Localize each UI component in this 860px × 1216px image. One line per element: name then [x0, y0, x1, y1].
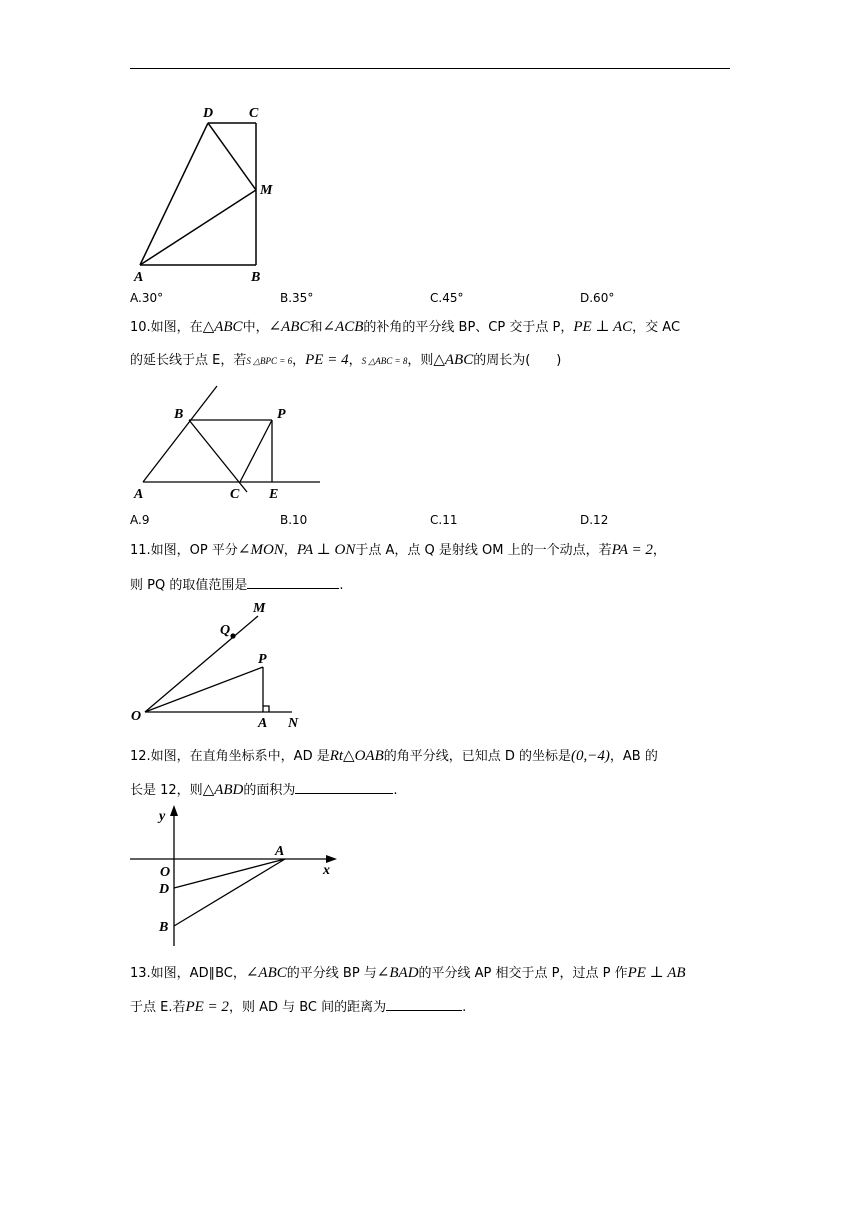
q13-line-1: 13.如图，AD∥BC，∠ABC的平分线 BP 与∠BAD的平分线 AP 相交于点 P，过点 P 作PE ⊥ AB — [130, 965, 686, 981]
triangle-abc-2: △ABC — [433, 352, 474, 368]
figure-q10 — [125, 380, 325, 505]
segment-ad — [174, 859, 285, 888]
segment-ab — [174, 859, 285, 926]
angle-mon: ∠MON — [237, 542, 284, 558]
label-p: P — [277, 407, 286, 422]
q11-line-1: 11.如图，OP 平分∠MON，PA ⊥ ON于点 A，点 Q 是射线 OM 上的一个动点，若PA = 2， — [130, 542, 666, 558]
answer-blank-q11[interactable] — [247, 574, 339, 589]
label-c: C — [230, 487, 240, 502]
q10-option-b: B.10 — [280, 513, 308, 527]
label-y: y — [159, 809, 166, 824]
ray-om — [145, 616, 258, 712]
angle-acb: ∠ACB — [322, 319, 364, 335]
pa-equals-2: PA = 2 — [611, 542, 653, 558]
label-q: Q — [220, 623, 231, 638]
q10-option-c: C.11 — [430, 513, 458, 527]
label-p: P — [258, 652, 267, 667]
figure-q12 — [125, 800, 345, 950]
triangle-abc: △ABC — [202, 319, 243, 335]
figure-q11 — [125, 596, 315, 736]
pe-equals-4: PE = 4 — [305, 352, 349, 368]
area-abc: S △ABC = 8 — [361, 356, 408, 366]
pe-perp-ac: PE ⊥ AC — [573, 319, 633, 335]
q9-option-d: D.60° — [580, 291, 615, 305]
rt-triangle-oab: Rt△OAB — [329, 748, 384, 764]
angle-bad: ∠BAD — [376, 965, 419, 981]
q12-line-1: 12.如图，在直角坐标系中，AD 是Rt△OAB的角平分线，已知点 D 的坐标是(0,−4)，AB 的 — [130, 748, 658, 764]
segment-bc-extended — [189, 420, 247, 492]
label-x: x — [323, 863, 330, 878]
q10-line-1: 10.如图，在△ABC中，∠ABC和∠ACB的补角的平分线 BP、CP 交于点 P，PE ⊥ AC，交 AC — [130, 319, 681, 335]
answer-blank-q13[interactable] — [386, 996, 462, 1011]
angle-abc: ∠ABC — [245, 965, 287, 981]
q10-option-d: D.12 — [580, 513, 609, 527]
label-d: D — [203, 106, 214, 121]
q11-line-2: 则 PQ 的取值范围是 . — [130, 574, 343, 596]
q13-line-2: 于点 E.若PE = 2，则 AD 与 BC 间的距离为 . — [130, 996, 466, 1018]
area-bpc: S △BPC = 6 — [246, 356, 293, 366]
pe-perp-ab: PE ⊥ AB — [627, 965, 686, 981]
header-rule — [130, 68, 730, 69]
q12-line-2: 长是 12，则△ABD的面积为 . — [130, 779, 398, 801]
y-axis-arrow — [170, 805, 178, 816]
label-o: O — [160, 865, 171, 880]
right-angle-mark — [263, 706, 269, 712]
triangle-abd: △ABD — [202, 782, 244, 798]
label-m: M — [260, 183, 273, 198]
label-b: B — [159, 920, 169, 935]
label-o: O — [131, 709, 142, 724]
q10-line-2: 的延长线于点 E，若S △BPC = 6，PE = 4，S △ABC = 8，则△ABC的周长为( ) — [130, 352, 562, 368]
figure-q9 — [125, 98, 285, 288]
label-a: A — [275, 844, 285, 859]
label-m: M — [253, 601, 266, 616]
label-a: A — [258, 716, 268, 731]
coordinate-d: (0,−4) — [571, 748, 610, 764]
x-axis-arrow — [326, 855, 337, 863]
label-a: A — [134, 270, 144, 285]
segment-dm — [208, 123, 256, 190]
answer-blank-q12[interactable] — [295, 779, 393, 794]
angle-abc: ∠ABC — [268, 319, 310, 335]
point-q — [230, 633, 235, 638]
ray-op — [145, 667, 263, 712]
label-d: D — [159, 882, 170, 897]
ray-ab — [143, 386, 217, 482]
segment-pc — [240, 420, 272, 482]
label-e: E — [269, 487, 279, 502]
pe-equals-2: PE = 2 — [185, 999, 229, 1015]
pa-perp-on: PA ⊥ ON — [296, 542, 356, 558]
label-a: A — [134, 487, 144, 502]
label-b: B — [174, 407, 184, 422]
q9-option-a: A.30° — [130, 291, 164, 305]
label-n: N — [288, 716, 299, 731]
label-b: B — [251, 270, 261, 285]
q9-option-b: B.35° — [280, 291, 314, 305]
q10-option-a: A.9 — [130, 513, 150, 527]
q9-option-c: C.45° — [430, 291, 464, 305]
label-c: C — [249, 106, 259, 121]
